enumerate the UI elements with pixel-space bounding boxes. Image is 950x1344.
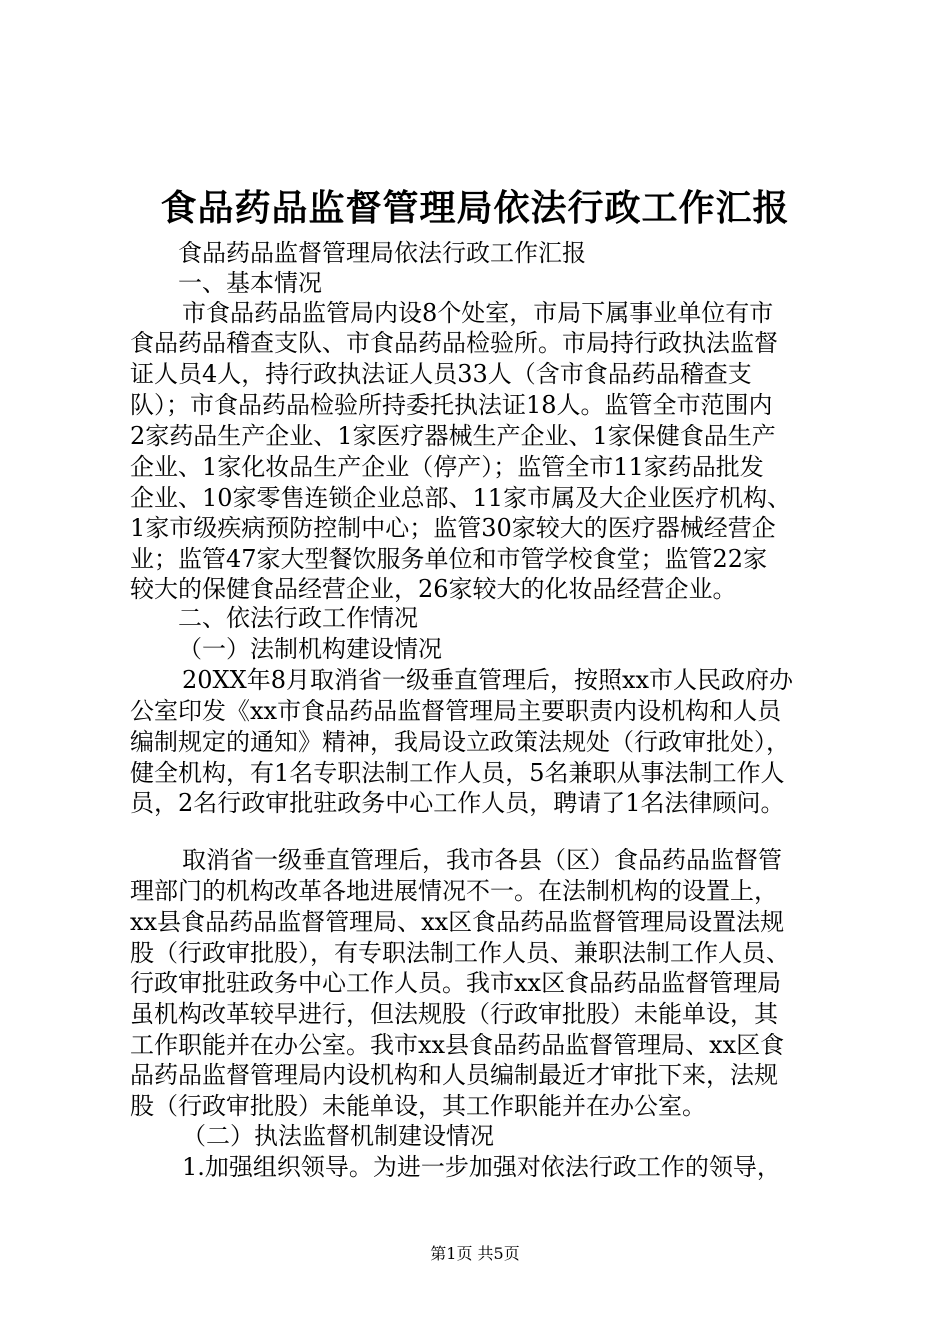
paragraph-3-line: 股（行政审批股）未能单设，其工作职能并在办公室。 bbox=[130, 1092, 706, 1120]
paragraph-2-line: 20XX年8月取消省一级垂直管理后，按照xx市人民政府办 bbox=[182, 666, 794, 694]
paragraph-3-line: 取消省一级垂直管理后，我市各县（区）食品药品监督管 bbox=[182, 846, 782, 874]
paragraph-3-line: 虽机构改革较早进行，但法规股（行政审批股）未能单设，其 bbox=[130, 1000, 778, 1028]
paragraph-1-line: 证人员4人，持行政执法证人员33人（含市食品药品稽查支 bbox=[130, 360, 752, 388]
paragraph-1-line: 业；监管47家大型餐饮服务单位和市管学校食堂；监管22家 bbox=[130, 545, 768, 573]
paragraph-4-line: 1.加强组织领导。为进一步加强对依法行政工作的领导， bbox=[182, 1153, 781, 1181]
paragraph-3-line: 品药品监督管理局内设机构和人员编制最近才审批下来，法规 bbox=[130, 1061, 778, 1089]
paragraph-3-line: 股（行政审批股），有专职法制工作人员、兼职法制工作人员、 bbox=[130, 939, 790, 967]
paragraph-2-line: 编制规定的通知》精神，我局设立政策法规处（行政审批处）， bbox=[130, 728, 790, 756]
section-2-heading: 二、依法行政工作情况 bbox=[178, 604, 418, 632]
paragraph-3-line: 行政审批驻政务中心工作人员。我市xx区食品药品监督管理局 bbox=[130, 969, 782, 997]
page-footer: 第1页 共5页 bbox=[430, 1244, 520, 1263]
paragraph-1-line: 企业、1家化妆品生产企业（停产）；监管全市11家药品批发 bbox=[130, 453, 764, 481]
paragraph-3-line: 理部门的机构改革各地进展情况不一。在法制机构的设置上， bbox=[130, 877, 778, 905]
paragraph-1-line: 企业、10家零售连锁企业总部、11家市属及大企业医疗机构、 bbox=[130, 484, 792, 512]
paragraph-2-line: 公室印发《xx市食品药品监督管理局主要职责内设机构和人员 bbox=[130, 697, 782, 725]
section-1-heading: 一、基本情况 bbox=[178, 269, 322, 297]
paragraph-1-line: 市食品药品监管局内设8个处室，市局下属事业单位有市 bbox=[182, 299, 774, 327]
paragraph-1-line: 队）；市食品药品检验所持委托执法证18人。监管全市范围内 bbox=[130, 391, 773, 419]
paragraph-1-line: 2家药品生产企业、1家医疗器械生产企业、1家保健食品生产 bbox=[130, 422, 776, 450]
paragraph-3-line: xx县食品药品监督管理局、xx区食品药品监督管理局设置法规 bbox=[130, 908, 785, 936]
paragraph-1-line: 较大的保健食品经营企业，26家较大的化妆品经营企业。 bbox=[130, 575, 737, 603]
subsection-2-heading: （二）执法监督机制建设情况 bbox=[182, 1122, 494, 1150]
paragraph-3-line: 工作职能并在办公室。我市xx县食品药品监督管理局、xx区食 bbox=[130, 1031, 785, 1059]
document-subtitle: 食品药品监督管理局依法行政工作汇报 bbox=[178, 239, 586, 267]
paragraph-1-line: 食品药品稽查支队、市食品药品检验所。市局持行政执法监督 bbox=[130, 329, 778, 357]
subsection-1-heading: （一）法制机构建设情况 bbox=[178, 635, 442, 663]
document-title: 食品药品监督管理局依法行政工作汇报 bbox=[160, 187, 790, 229]
paragraph-1-line: 1家市级疾病预防控制中心；监管30家较大的医疗器械经营企 bbox=[130, 514, 776, 542]
paragraph-2-line: 员，2名行政审批驻政务中心工作人员，聘请了1名法律顾问。 bbox=[130, 789, 785, 817]
paragraph-2-line: 健全机构，有1名专职法制工作人员，5名兼职从事法制工作人 bbox=[130, 759, 785, 787]
